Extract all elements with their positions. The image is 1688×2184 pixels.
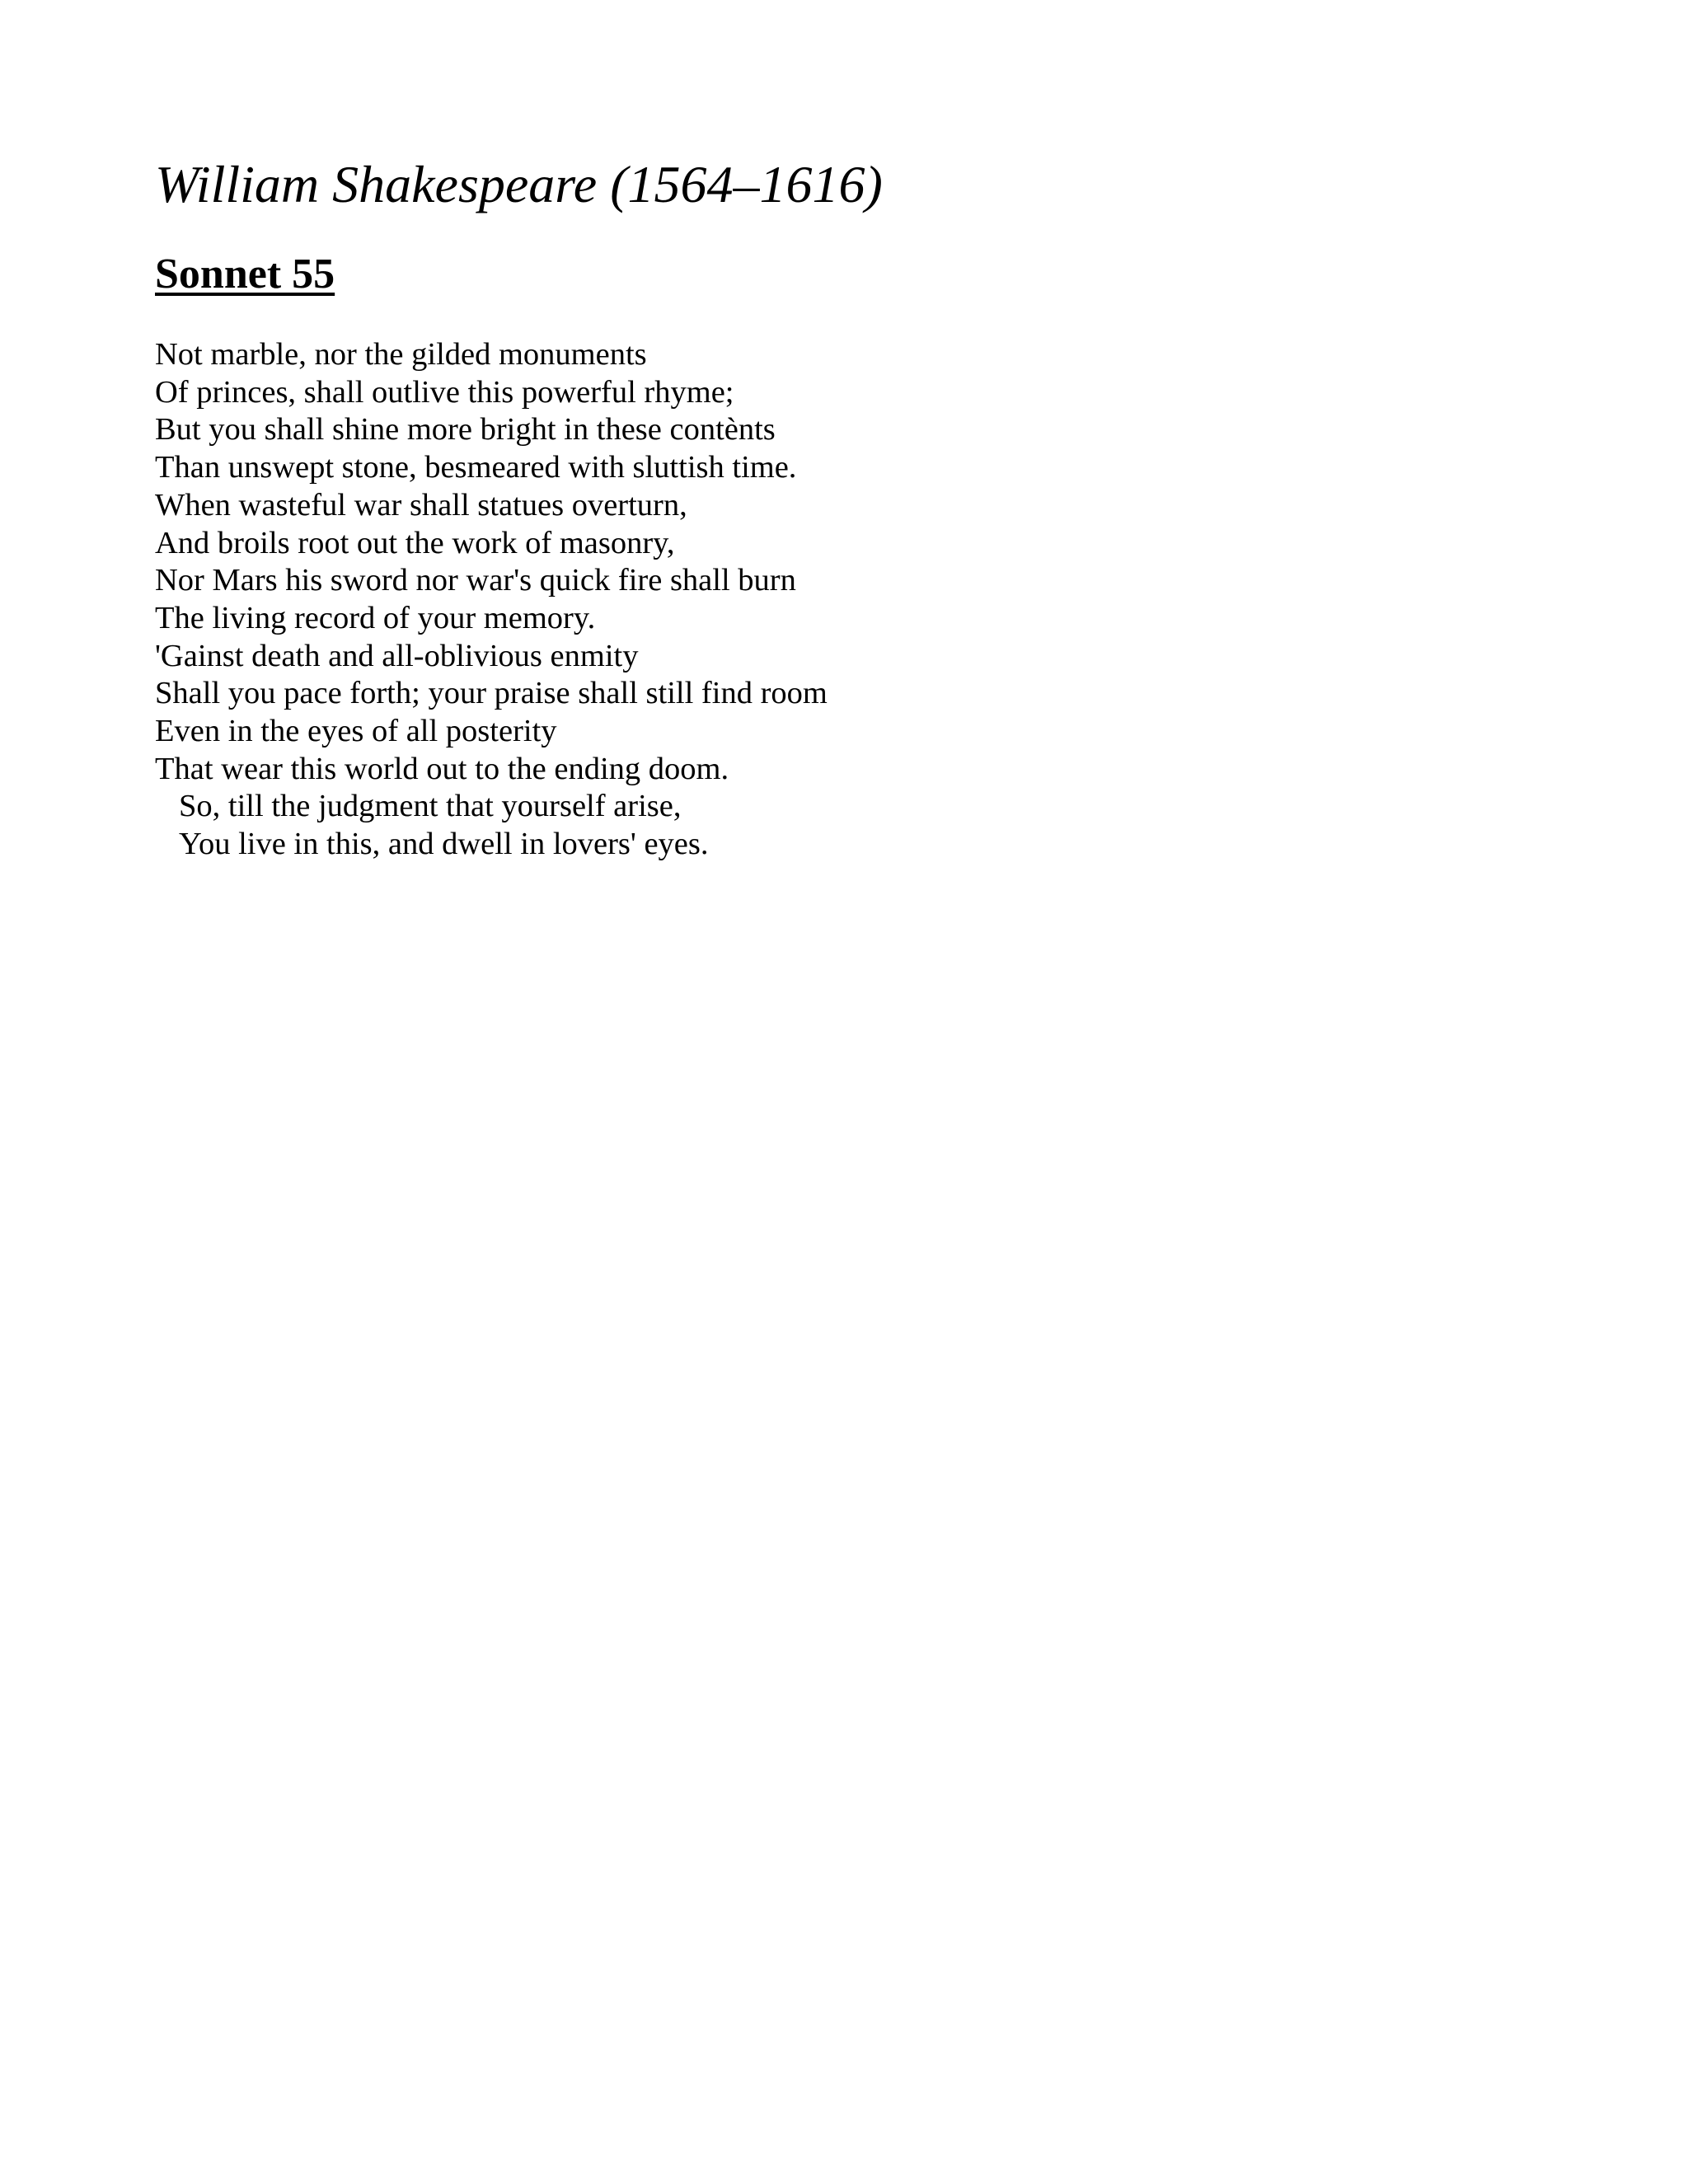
poem-body (155, 336, 828, 864)
poem-line-5: When wasteful war shall statues overturn, (155, 487, 687, 523)
poem-line-9: 'Gainst death and all-oblivious enmity (155, 638, 639, 673)
poem-title: Sonnet 55 (155, 251, 335, 298)
poem-line-1: Not marble, nor the gilded monuments (155, 337, 647, 372)
poem-line-7: Nor Mars his sword nor war's quick fire shall burn (155, 563, 796, 598)
poem-line-10: Shall you pace forth; your praise shall still find room (155, 676, 828, 711)
poem-line-3: But you shall shine more bright in these contènts (155, 412, 776, 448)
poem-line-4: Than unswept stone, besmeared with sluttish time. (155, 450, 797, 485)
poem-line-2: Of princes, shall outlive this powerful rhyme; (155, 374, 734, 410)
poem-line-11: Even in the eyes of all posterity (155, 714, 557, 749)
couplet-line-2: You live in this, and dwell in lovers' eyes. (179, 827, 709, 862)
author-heading: William Shakespeare (1564–1616) (155, 155, 883, 213)
couplet-line-1: So, till the judgment that yourself arise, (179, 789, 682, 824)
poem-line-8: The living record of your memory. (155, 600, 596, 635)
poem-line-6: And broils root out the work of masonry, (155, 525, 675, 560)
poem-line-12: That wear this world out to the ending doom. (155, 751, 729, 786)
